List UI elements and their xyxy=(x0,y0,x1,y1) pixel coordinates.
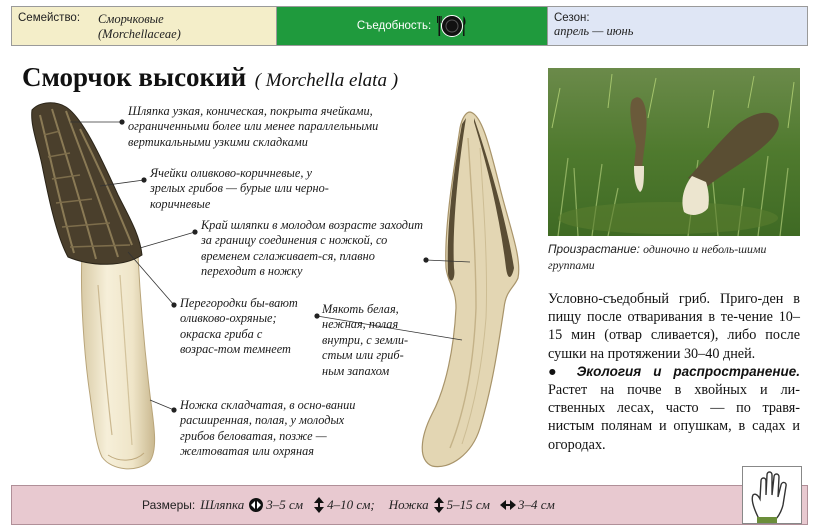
width-arrows-icon xyxy=(248,497,264,513)
cap-width-value: 3–5 см xyxy=(266,497,304,512)
species-latin: ( Morchella elata ) xyxy=(254,70,399,91)
season-value: апрель — июнь xyxy=(554,24,634,38)
height-arrows-icon xyxy=(313,497,325,513)
annotation-cells: Ячейки оливково-коричневые, у зрелых грибов — бурые или черно-коричневые xyxy=(150,166,329,211)
description-block xyxy=(548,290,800,454)
stem-width-value: 3–4 см xyxy=(517,497,555,512)
habitat-caption xyxy=(548,241,804,273)
stem-height-value: 5–15 см xyxy=(446,497,490,512)
species-name: Сморчок высокий xyxy=(22,62,247,92)
height-arrows-icon xyxy=(433,497,445,513)
annotation-cap-edge: Край шляпки в молодом возрасте заходит за границу соединения с ножкой, со временем сглаживает-ся, плавно переходит в ножку xyxy=(201,218,424,279)
annotation-ridges: Перегородки бы-вают оливково-охряные; окраска гриба с возрас-том темнеет xyxy=(180,296,298,357)
sizes-footer xyxy=(11,485,808,525)
family-name: Сморчковые xyxy=(98,12,164,26)
edibility-label: Съедобность: xyxy=(356,20,432,32)
caption-text: одиночно и неболь-шими группами xyxy=(548,242,767,272)
sizes-label: Размеры: xyxy=(142,498,196,512)
family-latin: (Morchellaceae) xyxy=(98,27,181,41)
ecology-bullet-icon: ● xyxy=(548,363,565,380)
caption-lead: Произрастание: xyxy=(548,242,640,256)
cap-height-value: 4–10 см; xyxy=(327,497,375,512)
width-arrows-icon xyxy=(500,497,516,513)
habitat-photo xyxy=(548,68,800,236)
ecology-heading: Экология и распространение. xyxy=(576,363,800,379)
stem-size-label: Ножка xyxy=(388,497,429,512)
annotation-stem: Ножка складчатая, в осно-вании расширенная, полая, у молодых грибов беловатая, позже — желтоватая или охряная xyxy=(180,398,356,459)
hand-scale-icon xyxy=(742,466,802,524)
season-label: Сезон: xyxy=(554,12,590,24)
description-main: Условно-съедобный гриб. Приго-ден в пищу после отваривания в те-чение 10–15 мин (отвар сливается), либо после сушки на протяжении 30–40 дней. xyxy=(548,291,800,362)
annotation-cap: Шляпка узкая, коническая, покрыта ячейками, ограниченными более или менее параллельными вертикальными узкими складками xyxy=(128,104,379,149)
cap-size-label: Шляпка xyxy=(200,497,245,512)
annotation-flesh: Мякоть белая, нежная, полая внутри, с земли-стым или гриб-ным запахом xyxy=(322,302,409,378)
ecology-text: Растет на почве в хвойных и ли-ственных лесах, часто — по травя-нистым полянам и опушкам, в садах и огородах. xyxy=(548,382,800,453)
ecology-paragraph xyxy=(548,363,800,454)
family-label: Семейство: xyxy=(18,12,81,24)
